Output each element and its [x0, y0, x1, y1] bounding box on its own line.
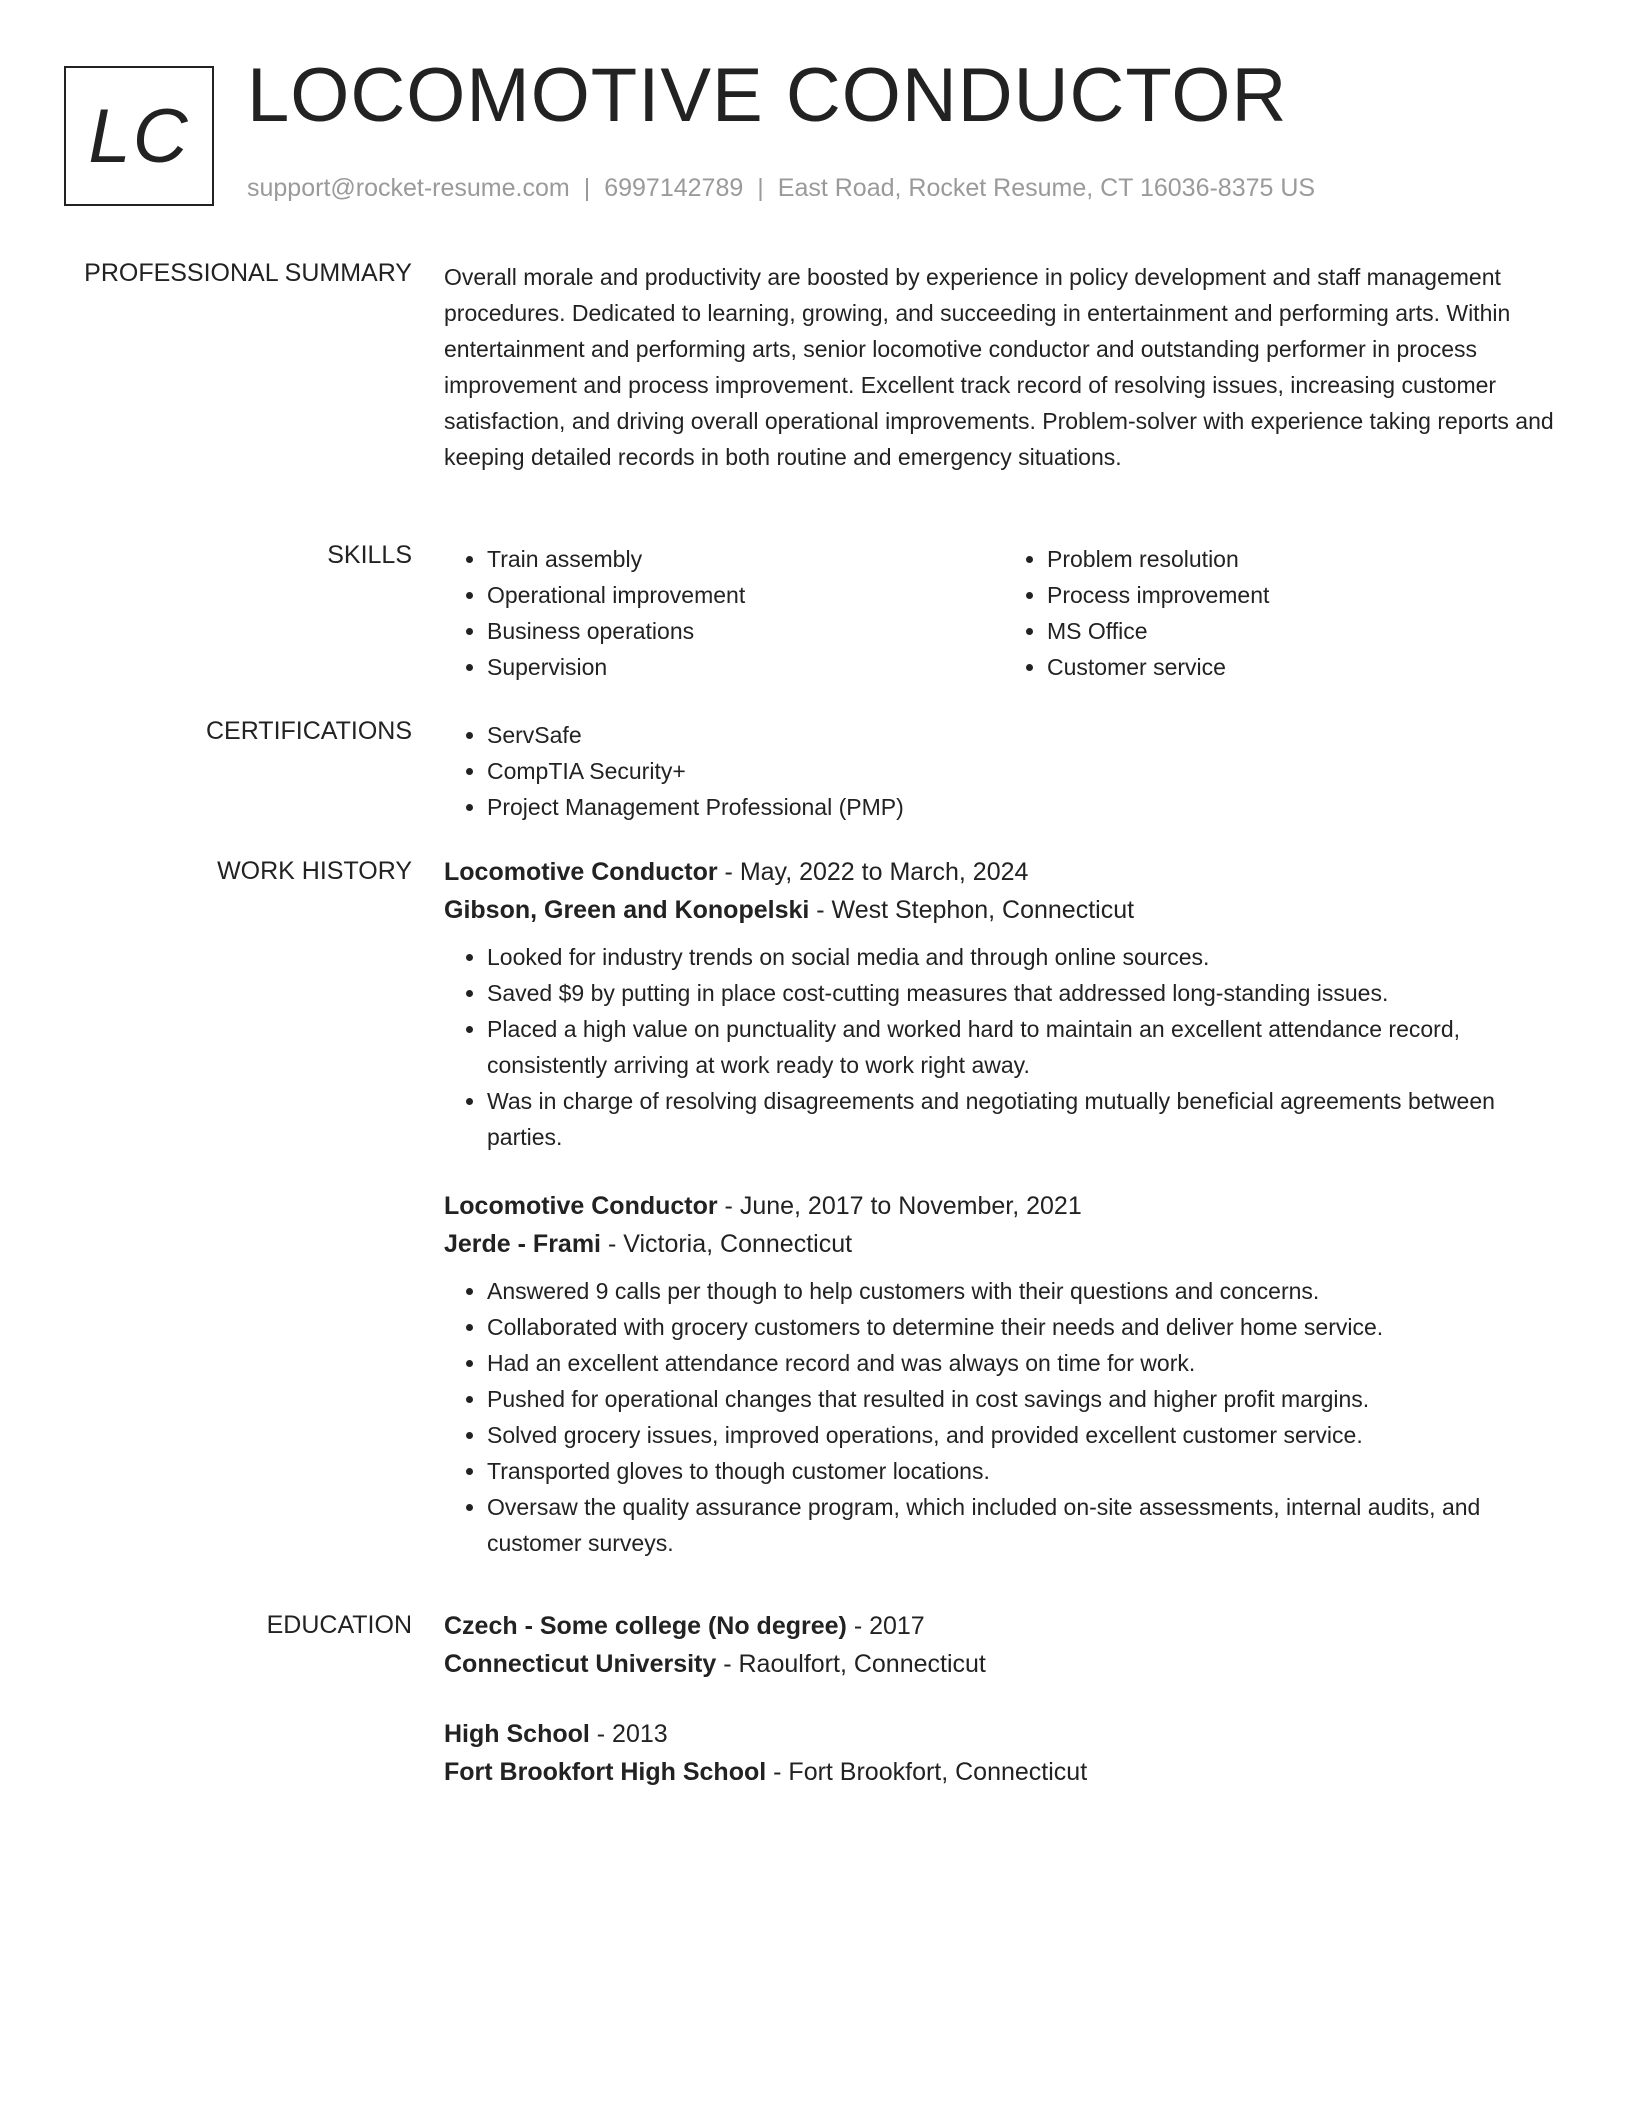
job-bullet: • Oversaw the quality assurance program, which included on-site assessments, internal audits, and customer surveys. [487, 1489, 1564, 1561]
job-entry [444, 853, 1564, 1155]
spacer [444, 1683, 1564, 1715]
job-bullet: • Had an excellent attendance record and was always on time for work. [487, 1345, 1564, 1381]
education-location: - Raoulfort, Connecticut [716, 1650, 986, 1678]
job-title: Locomotive Conductor [444, 1192, 718, 1220]
work-history-heading: WORK HISTORY [217, 857, 412, 885]
job-bullet: • Answered 9 calls per though to help customers with their questions and concerns. [487, 1273, 1564, 1309]
job-dates: - May, 2022 to March, 2024 [717, 858, 1029, 886]
page-title: LOCOMOTIVE CONDUCTOR [247, 53, 1288, 138]
skills-list-left [444, 541, 1004, 685]
monogram-logo: LC [64, 66, 214, 206]
contact-line [247, 174, 1315, 203]
job-bullet: • Solved grocery issues, improved operations, and provided excellent customer service. [487, 1417, 1564, 1453]
contact-address: East Road, Rocket Resume, CT 16036-8375 US [777, 174, 1316, 202]
job-title: Locomotive Conductor [444, 858, 718, 886]
job-bullet: • Collaborated with grocery customers to determine their needs and deliver home service. [487, 1309, 1564, 1345]
job-title-line [444, 1187, 1564, 1225]
skills-list-right [1004, 541, 1564, 685]
spacer [444, 1155, 1564, 1187]
education-year: - 2013 [589, 1720, 668, 1748]
job-entry [444, 1187, 1564, 1561]
summary-body [444, 259, 1564, 475]
job-location: - Victoria, Connecticut [601, 1230, 853, 1258]
job-bullet: • Was in charge of resolving disagreements and negotiating mutually beneficial agreements between parties. [487, 1083, 1564, 1155]
summary-heading: PROFESSIONAL SUMMARY [84, 259, 412, 287]
education-year: - 2017 [846, 1612, 925, 1640]
skill-item: • Customer service [1047, 649, 1564, 685]
education-entry [444, 1607, 1564, 1683]
education-school: Connecticut University [444, 1650, 717, 1678]
job-bullet: • Saved $9 by putting in place cost-cutting measures that addressed long-standing issues. [487, 975, 1564, 1011]
job-title-line [444, 853, 1564, 891]
education-entry [444, 1715, 1564, 1791]
education-school-line [444, 1645, 1564, 1683]
summary-text: Overall morale and productivity are boosted by experience in policy development and staff management procedures. Dedicated to learning, growing, and succeeding in entertainment and performing arts. Within entertainment and performing arts, senior locomotive conductor and outstanding performer in process improvement and process improvement. Excellent track record of resolving issues, increasing customer satisfaction, and driving overall operational improvements. Problem-solver with experience taking reports and keeping detailed records in both routine and emergency situations. [444, 264, 1554, 470]
skill-item: • MS Office [1047, 613, 1564, 649]
job-company: Jerde - Frami [444, 1230, 602, 1258]
skill-item: • Process improvement [1047, 577, 1564, 613]
certification-item: • ServSafe [487, 717, 1564, 753]
job-bullets [444, 939, 1564, 1155]
education-school: Fort Brookfort High School [444, 1758, 767, 1786]
education-degree: High School [444, 1720, 590, 1748]
skills-grid [444, 541, 1564, 685]
job-bullet: • Transported gloves to though customer locations. [487, 1453, 1564, 1489]
certifications-list [444, 717, 1564, 825]
skill-item: • Business operations [487, 613, 1004, 649]
contact-separator: | [583, 174, 591, 202]
contact-email[interactable]: support@rocket-resume.com [247, 174, 570, 202]
skill-item: • Train assembly [487, 541, 1004, 577]
education-degree-line [444, 1607, 1564, 1645]
skill-item: • Problem resolution [1047, 541, 1564, 577]
contact-phone[interactable]: 6997142789 [604, 174, 744, 202]
skill-item: • Supervision [487, 649, 1004, 685]
education-degree: Czech - Some college (No degree) [444, 1612, 847, 1640]
job-bullet: • Pushed for operational changes that resulted in cost savings and higher profit margins. [487, 1381, 1564, 1417]
job-bullets [444, 1273, 1564, 1561]
certifications-heading: CERTIFICATIONS [205, 717, 412, 745]
education-location: - Fort Brookfort, Connecticut [766, 1758, 1088, 1786]
job-company-line [444, 891, 1564, 929]
job-bullet: • Placed a high value on punctuality and worked hard to maintain an excellent attendance record, consistently arriving at work ready to work right away. [487, 1011, 1564, 1083]
certification-item: • Project Management Professional (PMP) [487, 789, 1564, 825]
education-body [444, 1607, 1564, 1791]
work-history-body [444, 853, 1564, 1561]
skills-body [444, 541, 1564, 685]
job-company: Gibson, Green and Konopelski [444, 896, 810, 924]
job-dates: - June, 2017 to November, 2021 [717, 1192, 1082, 1220]
skill-item: • Operational improvement [487, 577, 1004, 613]
certifications-body [444, 717, 1564, 825]
education-heading: EDUCATION [266, 1611, 412, 1639]
job-company-line [444, 1225, 1564, 1263]
job-location: - West Stephon, Connecticut [809, 896, 1135, 924]
skills-heading: SKILLS [327, 541, 412, 569]
contact-separator: | [757, 174, 764, 202]
job-bullet: • Looked for industry trends on social media and through online sources. [487, 939, 1564, 975]
certification-item: • CompTIA Security+ [487, 753, 1564, 789]
education-degree-line [444, 1715, 1564, 1753]
education-school-line [444, 1753, 1564, 1791]
